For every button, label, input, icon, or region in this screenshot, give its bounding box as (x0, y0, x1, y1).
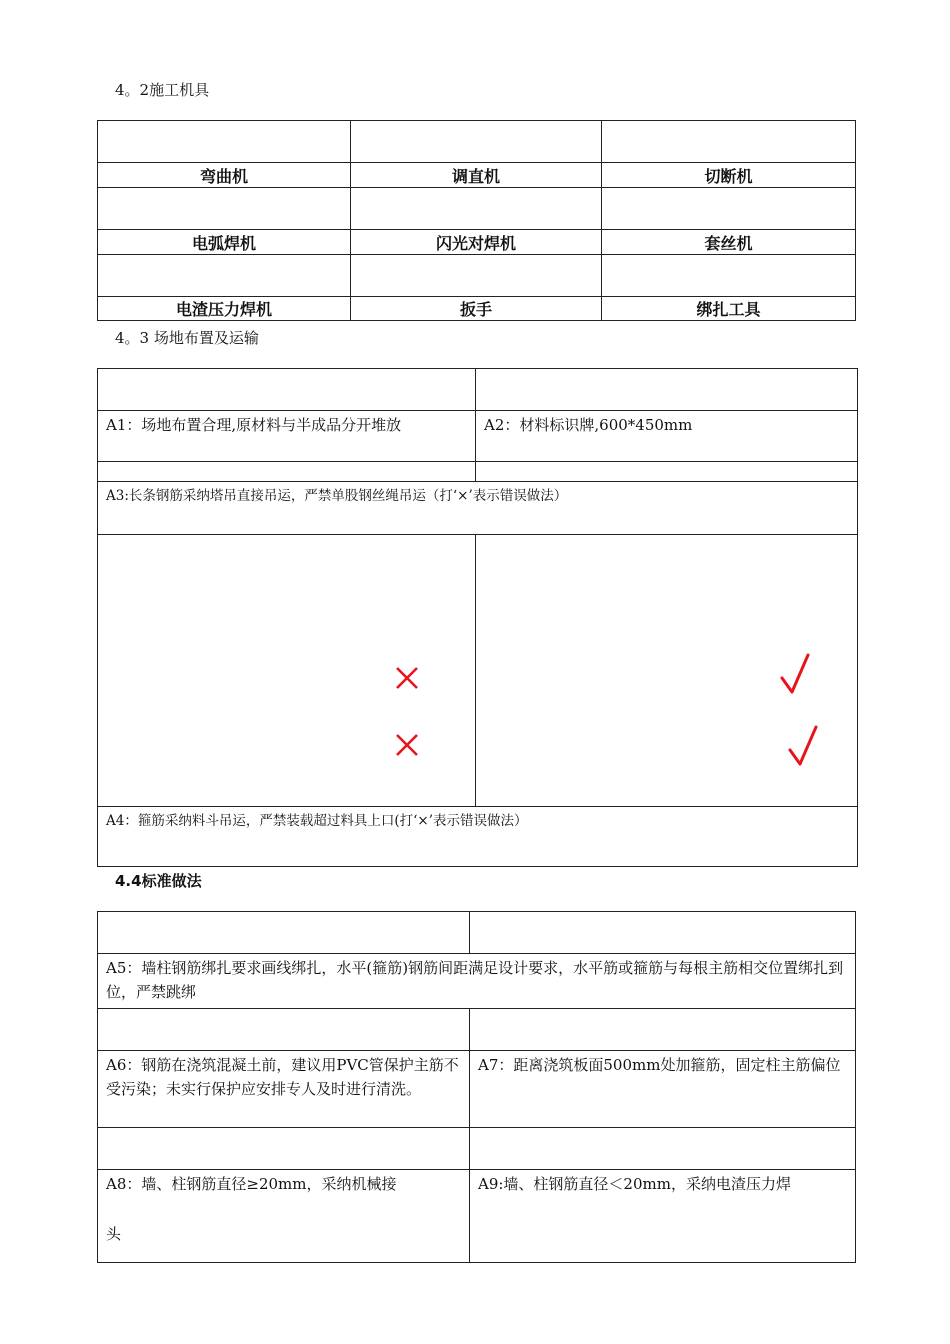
tool-image-cell (602, 121, 856, 163)
tool-label: 套丝机 (602, 230, 856, 255)
tool-label: 闪光对焊机 (351, 230, 602, 255)
section-4-4-title: 4.4标准做法 (115, 872, 202, 890)
image-cell (476, 369, 858, 411)
a4-caption: A4：箍筋采纳料斗吊运，严禁装载超过料具上口(打‘×’表示错误做法） (98, 807, 858, 867)
image-cell (98, 1009, 470, 1051)
a7-caption: A7：距离浇筑板面500mm处加箍筋，固定柱主筋偏位 (470, 1051, 856, 1128)
site-layout-table (97, 368, 858, 867)
a8-caption (98, 1170, 470, 1263)
standard-practice-table (97, 911, 856, 1263)
a2-caption: A2：材料标识牌,600*450mm (476, 411, 858, 462)
tool-image-cell (351, 121, 602, 163)
a5-caption: A5：墙柱钢筋绑扎要求画线绑扎，水平(箍筋)钢筋间距满足设计要求，水平筋或箍筋与每根主筋相交位置绑扎到位，严禁跳绑 (98, 954, 856, 1009)
tool-label: 电弧焊机 (98, 230, 351, 255)
tool-label: 电渣压力焊机 (98, 297, 351, 321)
section-4-2-title: 4。2施工机具 (115, 81, 210, 99)
tool-label: 弯曲机 (98, 163, 351, 188)
cross-mark-icon (395, 666, 419, 690)
tool-image-cell (602, 188, 856, 230)
tool-image-cell (602, 255, 856, 297)
a3-caption: A3:长条钢筋采纳塔吊直接吊运，严禁单股钢丝绳吊运（打‘×’表示错误做法） (98, 482, 858, 535)
a8-line-2: 头 (106, 1225, 122, 1243)
cross-mark-icon (395, 733, 419, 757)
check-mark-icon (788, 724, 820, 768)
tool-image-cell (98, 121, 351, 163)
a9-caption: A9:墙、柱钢筋直径＜20mm，采纳电渣压力焊 (470, 1170, 856, 1263)
tool-label: 调直机 (351, 163, 602, 188)
tool-label: 切断机 (602, 163, 856, 188)
tool-image-cell (98, 255, 351, 297)
image-cell (470, 912, 856, 954)
spacer-cell (476, 462, 858, 482)
image-cell (98, 912, 470, 954)
image-cell (470, 1009, 856, 1051)
tool-image-cell (98, 188, 351, 230)
tool-label: 扳手 (351, 297, 602, 321)
image-cell (98, 369, 476, 411)
a1-caption: A1：场地布置合理,原材料与半成品分开堆放 (98, 411, 476, 462)
tool-label: 绑扎工具 (602, 297, 856, 321)
check-mark-icon (780, 652, 812, 696)
a8-line-1: A8：墙、柱钢筋直径≥20mm，采纳机械接 (106, 1175, 397, 1193)
image-cell (98, 1128, 470, 1170)
spacer-cell (98, 462, 476, 482)
tool-image-cell (351, 255, 602, 297)
image-cell (470, 1128, 856, 1170)
a6-caption: A6：钢筋在浇筑混凝土前，建议用PVC管保护主筋不受污染；未实行保护应安排专人及时进行清洗。 (98, 1051, 470, 1128)
tools-table (97, 120, 856, 321)
tool-image-cell (351, 188, 602, 230)
section-4-3-title: 4。3 场地布置及运输 (115, 329, 259, 347)
